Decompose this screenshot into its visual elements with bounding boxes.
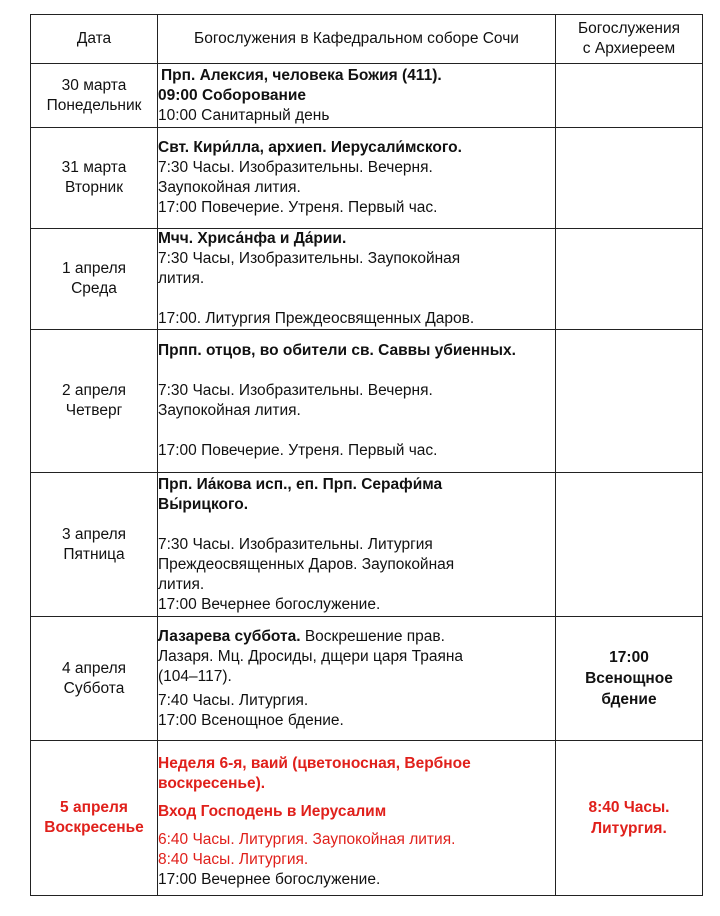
feast-title: Вход Господень в Иерусалим bbox=[158, 803, 387, 820]
bishop-service-line: Литургия. bbox=[591, 820, 667, 837]
table-row bbox=[31, 473, 703, 617]
table-row bbox=[31, 617, 703, 741]
saint-line bbox=[158, 627, 555, 647]
date-day: 5 апреля bbox=[60, 799, 128, 816]
date-day: 4 апреля bbox=[61, 659, 127, 677]
service-line: 10:00 Санитарный день bbox=[158, 106, 330, 124]
date-day: 2 апреля bbox=[61, 382, 127, 399]
bishop-service-line: 17:00 bbox=[609, 649, 649, 666]
saint-desc-cont: Лазаря. Мц. Дросиды, дщери царя Траяна bbox=[158, 647, 464, 665]
table-header-row bbox=[31, 15, 703, 64]
date-day: 30 марта bbox=[61, 76, 127, 94]
header-bishop-services bbox=[556, 15, 703, 64]
date-weekday: Пятница bbox=[63, 545, 125, 563]
services-cell bbox=[158, 64, 556, 128]
spacer bbox=[158, 794, 555, 802]
services-cell bbox=[158, 128, 556, 229]
saint-name: Прп. Иа́кова исп., еп. Прп. Серафи́ма bbox=[158, 475, 443, 493]
service-line: Заупокойная лития. bbox=[158, 179, 301, 196]
saint-name: Прп. Алексия, человека Божия (411). bbox=[161, 66, 442, 84]
date-cell bbox=[31, 229, 158, 330]
services-cell bbox=[158, 617, 556, 741]
bishop-service-line: 8:40 Часы. bbox=[588, 799, 670, 816]
bishop-cell bbox=[556, 64, 703, 128]
date-weekday: Среда bbox=[71, 280, 117, 297]
date-day: 31 марта bbox=[61, 159, 127, 176]
services-cell bbox=[158, 473, 556, 617]
table-row bbox=[31, 128, 703, 229]
saint-desc: Воскрешение прав. bbox=[300, 627, 445, 645]
saint-desc-cont: (104–117). bbox=[158, 667, 232, 685]
service-line: 6:40 Часы. Литургия. Заупокойная лития. bbox=[158, 831, 456, 848]
date-weekday: Воскресенье bbox=[44, 819, 144, 836]
feast-name: Неделя 6-я, ваий (цветоносная, Вербное bbox=[158, 755, 471, 772]
date-cell bbox=[31, 64, 158, 128]
bishop-cell bbox=[556, 741, 703, 896]
service-line: 7:30 Часы. Изобразительны. Литургия bbox=[158, 535, 433, 553]
service-line: лития. bbox=[158, 575, 205, 593]
spacer bbox=[158, 515, 555, 535]
service-line: 17:00 Вечернее богослужение. bbox=[158, 871, 381, 888]
service-line: 17:00. Литургия Преждеосвященных Даров. bbox=[158, 310, 475, 327]
services-cell bbox=[158, 229, 556, 330]
bishop-cell bbox=[556, 330, 703, 473]
bishop-cell bbox=[556, 128, 703, 229]
header-bishop-line2: с Архиереем bbox=[582, 40, 676, 57]
bishop-cell bbox=[556, 473, 703, 617]
spacer bbox=[158, 289, 555, 309]
bishop-service-line: бдение bbox=[601, 691, 657, 708]
date-weekday: Четверг bbox=[65, 402, 123, 419]
saint-name: Лазарева суббота. bbox=[158, 627, 301, 645]
date-cell bbox=[31, 617, 158, 741]
service-line: Заупокойная лития. bbox=[158, 402, 301, 419]
service-line: 17:00 Повечерие. Утреня. Первый час. bbox=[158, 442, 438, 459]
table-row bbox=[31, 330, 703, 473]
saint-name: Прпп. отцов, во обители св. Саввы убиенных. bbox=[158, 342, 516, 359]
service-line: 17:00 Всенощное бдение. bbox=[158, 711, 344, 729]
service-line: 17:00 Вечернее богослужение. bbox=[158, 595, 381, 613]
spacer bbox=[158, 421, 555, 441]
feast-name-cont: воскресенье). bbox=[158, 775, 266, 792]
date-cell bbox=[31, 128, 158, 229]
service-line: лития. bbox=[158, 270, 205, 287]
bishop-service-line: Всенощное bbox=[585, 670, 673, 687]
service-line: 09:00 Соборование bbox=[158, 86, 307, 104]
table-row bbox=[31, 741, 703, 896]
service-line: 7:40 Часы. Литургия. bbox=[158, 691, 309, 709]
service-line: 7:30 Часы. Изобразительны. Вечерня. bbox=[158, 382, 433, 399]
bishop-cell bbox=[556, 617, 703, 741]
saint-name-cont: Вы́рицкого. bbox=[158, 495, 249, 513]
saint-name: Мчч. Хриса́нфа и Да́рии. bbox=[158, 230, 347, 247]
service-line: Преждеосвященных Даров. Заупокойная bbox=[158, 555, 455, 573]
saint-name: Свт. Кири́лла, архиеп. Иерусали́мского. bbox=[158, 139, 462, 156]
date-cell bbox=[31, 330, 158, 473]
header-cathedral-services: Богослужения в Кафедральном соборе Сочи bbox=[158, 15, 556, 64]
service-line: 8:40 Часы. Литургия. bbox=[158, 851, 309, 868]
table-row bbox=[31, 229, 703, 330]
date-weekday: Вторник bbox=[65, 179, 123, 196]
services-schedule-table bbox=[30, 14, 703, 896]
service-line: 17:00 Повечерие. Утреня. Первый час. bbox=[158, 199, 438, 216]
services-cell bbox=[158, 741, 556, 896]
service-line: 7:30 Часы, Изобразительны. Заупокойная bbox=[158, 250, 461, 267]
date-day: 3 апреля bbox=[61, 525, 127, 543]
service-line: 7:30 Часы. Изобразительны. Вечерня. bbox=[158, 159, 433, 176]
header-bishop-line1: Богослужения bbox=[577, 20, 681, 37]
header-date: Дата bbox=[31, 15, 158, 64]
date-day: 1 апреля bbox=[61, 260, 127, 277]
services-cell bbox=[158, 330, 556, 473]
date-cell bbox=[31, 741, 158, 896]
bishop-cell bbox=[556, 229, 703, 330]
date-cell bbox=[31, 473, 158, 617]
date-weekday: Суббота bbox=[63, 679, 125, 697]
table-row bbox=[31, 64, 703, 128]
spacer bbox=[158, 361, 555, 381]
spacer bbox=[158, 822, 555, 830]
date-weekday: Понедельник bbox=[46, 96, 142, 114]
